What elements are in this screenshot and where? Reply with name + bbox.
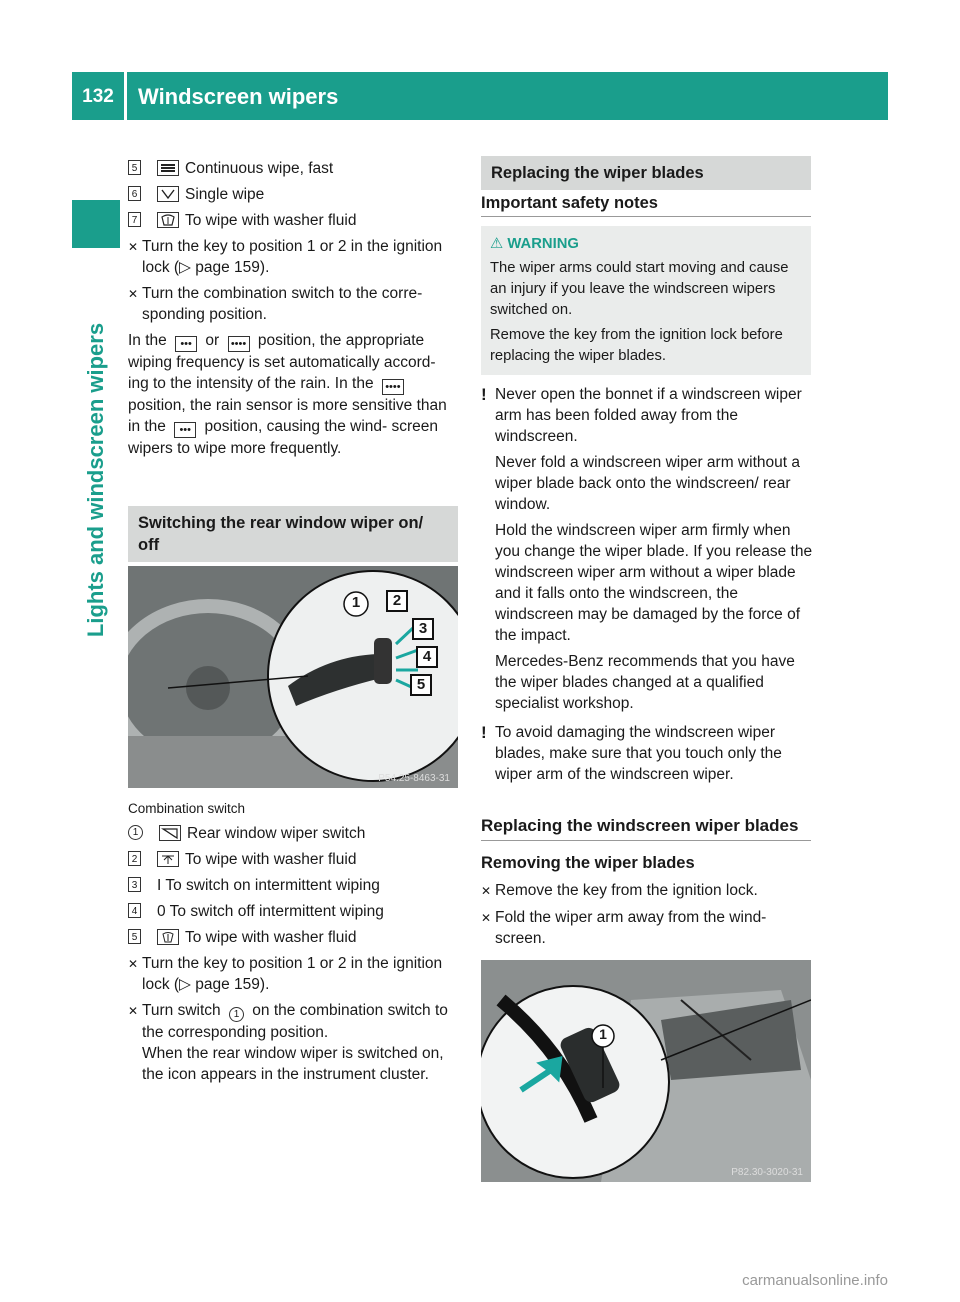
subheading-safety: Important safety notes (481, 194, 658, 212)
intermittent-2-icon: •••• (382, 379, 404, 395)
step-result: When the rear window wiper is switched on, the icon appears in the instrument cluster. (142, 1045, 444, 1083)
warning-title: ⚠ WARNING (490, 236, 579, 252)
warning-box: ⚠ WARNING The wiper arms could start moving and cause an injury if you leave the windscreen wipers switched on. Remove the key from the ignition lock before replacing the wiper blades. (481, 226, 811, 375)
page-title: Windscreen wipers (138, 84, 339, 109)
watermark: carmanualsonline.info (742, 1272, 888, 1289)
list-item: 6 Single wipe (128, 184, 460, 205)
instruction-step: ✕ Fold the wiper arm away from the wind- screen. (481, 909, 767, 947)
rear-wiper-icon (159, 825, 181, 841)
intermittent-1-icon: ••• (175, 336, 197, 352)
exclamation-icon: ! (481, 723, 487, 742)
step-arrow-icon: ✕ (481, 911, 492, 925)
exclamation-icon: ! (481, 385, 487, 404)
list-item: 7 To wipe with washer fluid (128, 210, 460, 231)
step-arrow-icon: ✕ (481, 884, 492, 898)
combination-switch-image (128, 566, 458, 788)
rear-washer-up-icon (157, 851, 179, 867)
callout-5: 5 (410, 674, 432, 696)
chapter-side-title: Lights and windscreen wipers (83, 322, 108, 638)
instruction-step: ✕ Remove the key from the ignition lock. (481, 880, 813, 902)
list-item: 2 To wipe with washer fluid (128, 849, 460, 870)
list-item: 4 0 To switch off intermittent wiping (128, 901, 460, 922)
header-divider (124, 72, 127, 120)
note: ! To avoid damaging the windscreen wiper blades, make sure that you touch only the wiper arm of the windscreen wiper. (481, 723, 782, 783)
callout-3: 3 (412, 618, 434, 640)
list-item: 5 To wipe with washer fluid (128, 927, 460, 948)
divider (481, 216, 811, 217)
list-item: 3 I To switch on intermittent wiping (128, 875, 460, 896)
wipe-washer-fluid-icon (157, 212, 179, 228)
step-arrow-icon: ✕ (128, 957, 139, 971)
figure-caption: Combination switch (128, 801, 246, 816)
warning-triangle-icon: ⚠ (490, 236, 504, 252)
instruction-step: ✕ Turn switch 1 on the combination switch to the corresponding position. When the rear window wiper is switched on, the icon appears in the instrument cluster. (128, 1000, 460, 1085)
right-column (481, 384, 813, 790)
step-arrow-icon: ✕ (128, 1004, 139, 1018)
single-wipe-icon (157, 186, 179, 202)
list-item: 5 Continuous wipe, fast (128, 158, 460, 179)
callout-1: 1 (599, 1026, 607, 1042)
section-heading-replacing: Replacing the wiper blades (481, 156, 811, 190)
divider (481, 840, 811, 841)
left-column-lower (128, 798, 460, 1090)
figure-code: P82.30-3020-31 (731, 1167, 803, 1178)
instruction-step: ✕ Turn the key to position 1 or 2 in the ignition lock (▷ page 159). (128, 955, 443, 993)
continuous-wipe-fast-icon (157, 160, 179, 176)
callout-4: 4 (416, 646, 438, 668)
figure-code: P54.25-8463-31 (378, 773, 450, 784)
instruction-step: ✕ Turn the key to position 1 or 2 in the ignition lock (▷ page 159). (128, 238, 443, 276)
left-column (128, 158, 460, 465)
wiper-blade-image (481, 960, 811, 1182)
right-steps (481, 880, 813, 954)
callout-2: 2 (386, 590, 408, 612)
step-arrow-icon: ✕ (128, 287, 139, 301)
chapter-tab (72, 200, 120, 248)
page-number: 132 (82, 86, 114, 107)
step-arrow-icon: ✕ (128, 240, 139, 254)
note: ! Never open the bonnet if a windscreen wiper arm has been folded away from the windscreen. Never fold a windscreen wiper arm without a wiper blade back onto the windscreen/ rear window. Hold the windscreen wiper arm firmly when you change the wiper blade. If you release the windscreen wiper arm without a wiper blade and it falls onto the windscreen, the windscreen may be damaged by the force of the impact. Mercedes-Benz recommends that you have the wiper blades changed at a qualified specialist workshop. (481, 385, 813, 712)
list-item: 1 Rear window wiper switch (128, 823, 460, 844)
rain-sensor-paragraph: In the ••• or •••• position, the appropriate wiping frequency is set automatically accord- ing to the intensity of the rain. In the •••• position, the rain sensor is more sensitive than in the ••• position, causing the wind- screen wipers to wipe more frequently. (128, 332, 447, 457)
intermittent-1-icon: ••• (174, 422, 196, 438)
subheading-removing: Removing the wiper blades (481, 854, 695, 872)
heading-replacing-blades: Replacing the windscreen wiper blades (481, 816, 799, 835)
intermittent-2-icon: •••• (228, 336, 250, 352)
callout-1: 1 (351, 594, 361, 611)
instruction-step: ✕ Turn the combination switch to the corre- sponding position. (128, 285, 423, 323)
section-heading-rear-wiper: Switching the rear window wiper on/ off (128, 506, 458, 562)
rear-washer-down-icon (157, 929, 179, 945)
